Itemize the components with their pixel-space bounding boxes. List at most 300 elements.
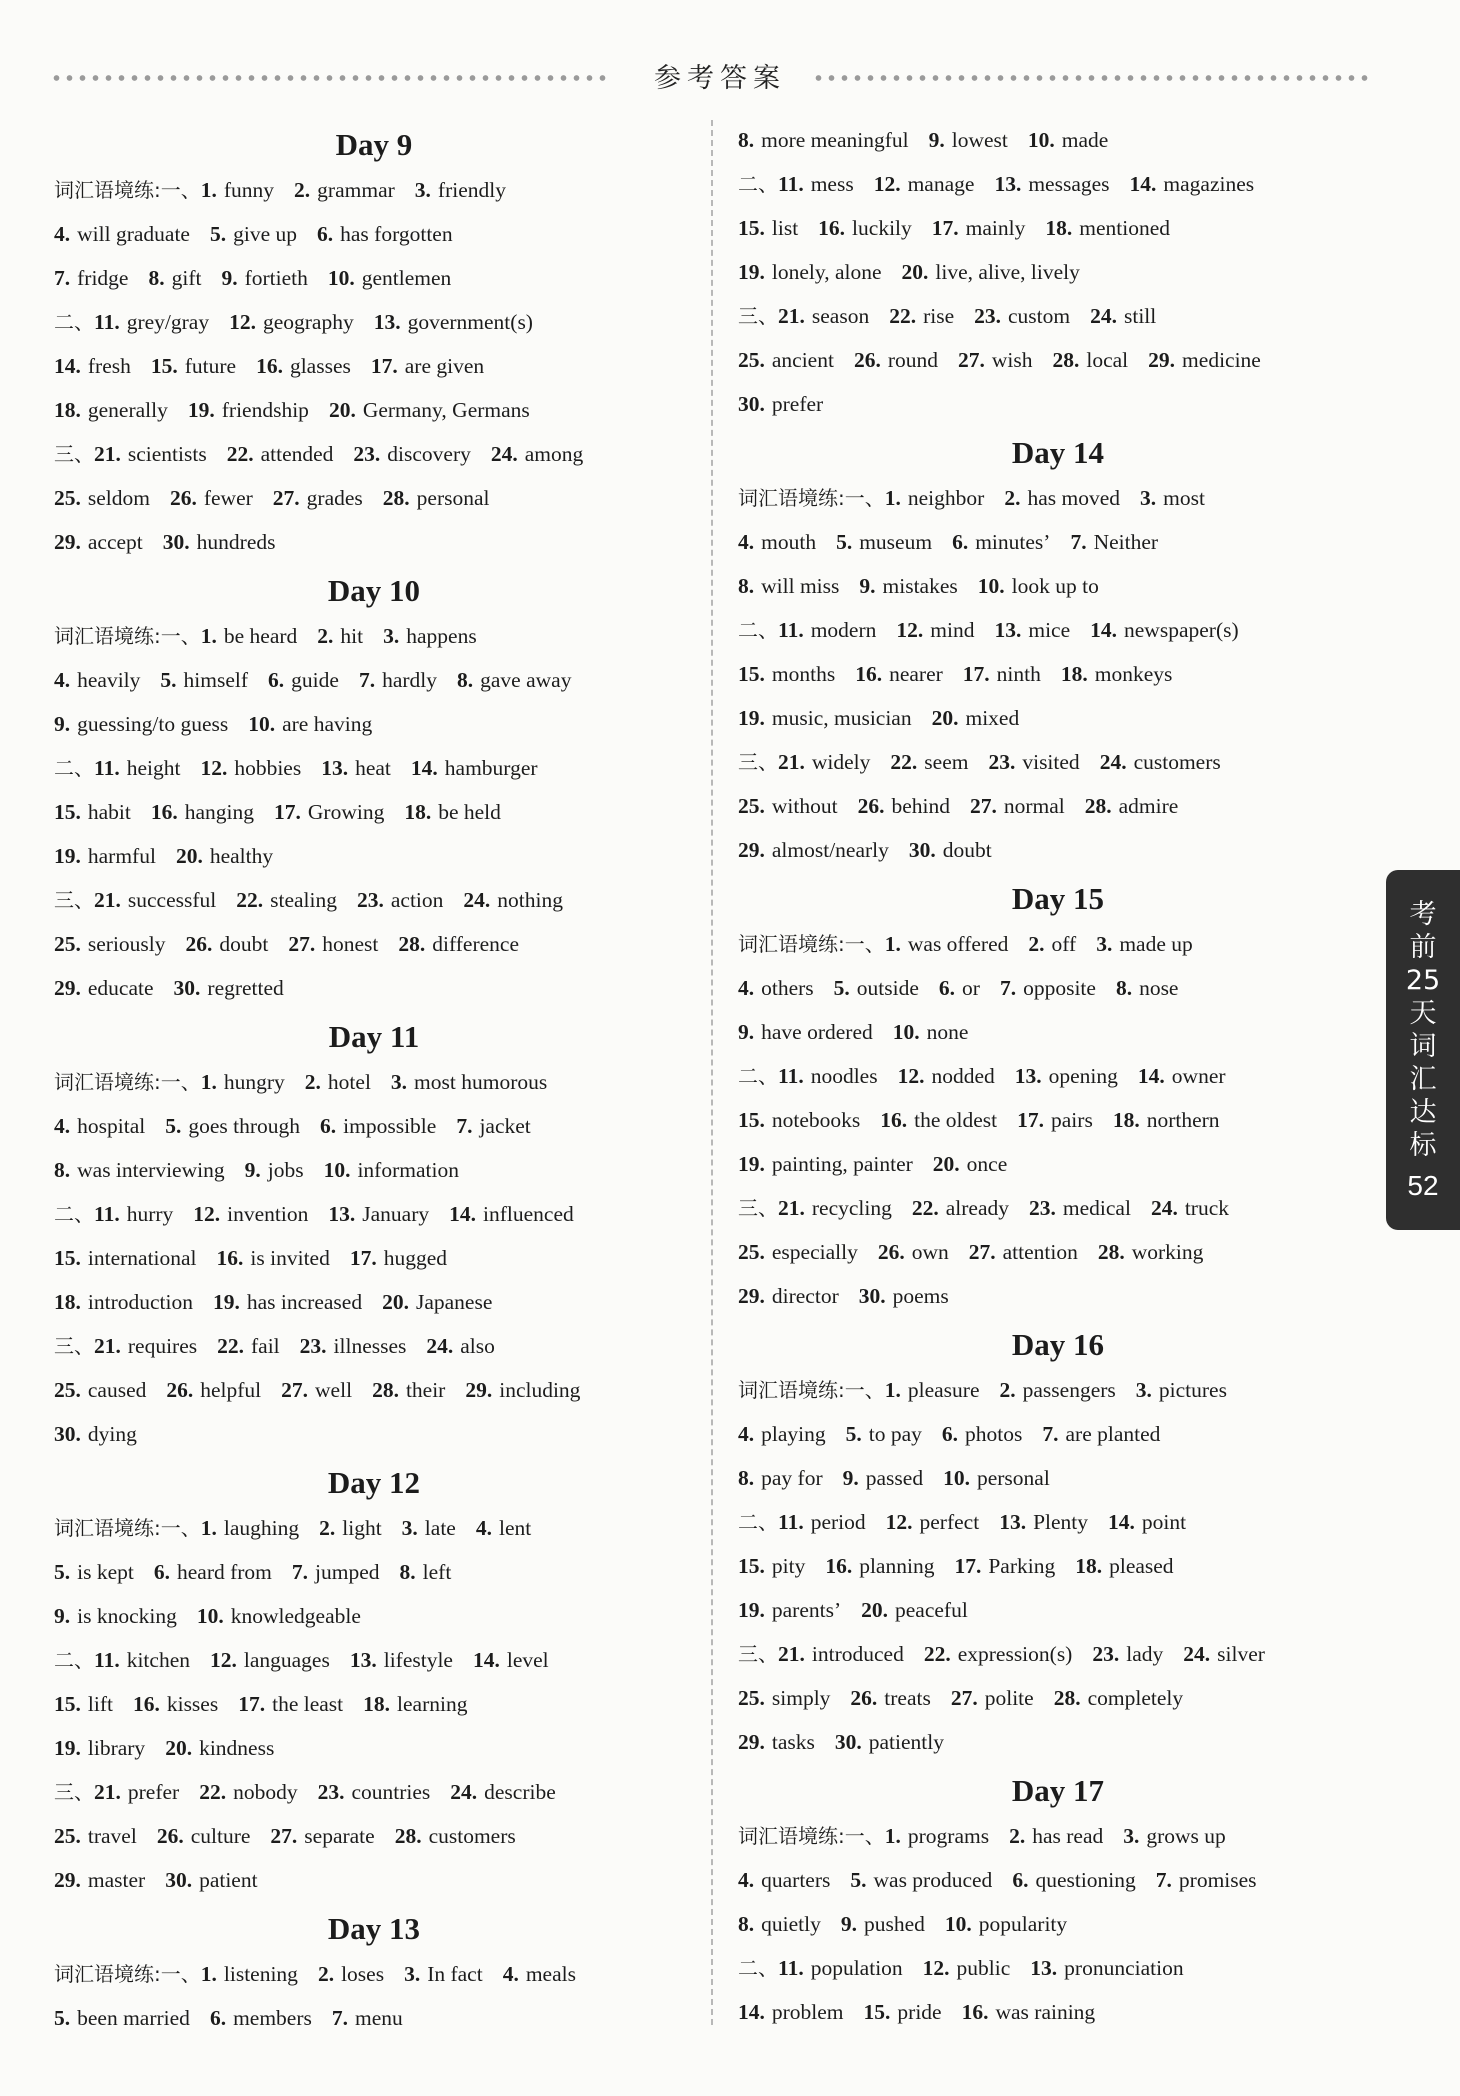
answer-text: laughing: [223, 1516, 300, 1540]
answer-line: [738, 608, 1378, 652]
answer-text: doubt: [942, 838, 992, 862]
answer-number: 23.: [299, 1334, 327, 1358]
answer-number: 14.: [1137, 1064, 1165, 1088]
answer-number: 9.: [842, 1466, 859, 1490]
answer-text: are having: [282, 712, 373, 736]
answer-line: [54, 1192, 694, 1236]
answer-number: 7.: [54, 266, 71, 290]
answer-text: hungry: [223, 1070, 285, 1094]
answer-text: Neither: [1093, 530, 1159, 554]
answer-item: [359, 658, 437, 702]
answer-text: friendship: [221, 398, 309, 422]
answer-line: [54, 1638, 694, 1682]
answer-text: among: [524, 442, 584, 466]
answer-text: is kept: [77, 1560, 134, 1584]
answer-text: Germany, Germans: [362, 398, 530, 422]
answer-number: 20.: [165, 1736, 193, 1760]
answer-text: medical: [1062, 1196, 1131, 1220]
answer-text: kitchen: [126, 1648, 190, 1672]
answer-item: [994, 162, 1109, 206]
answer-item: [157, 1814, 251, 1858]
answer-text: seriously: [87, 932, 166, 956]
answer-number: 15.: [738, 662, 765, 686]
header-dots-right: [812, 74, 1370, 82]
answer-item: [229, 300, 354, 344]
answer-item: [363, 1682, 467, 1726]
answer-number: 13.: [994, 172, 1022, 196]
answer-text: ninth: [996, 662, 1041, 686]
answer-number: 8.: [738, 574, 755, 598]
answer-number: 5.: [833, 976, 850, 1000]
answer-item: [962, 1990, 1096, 2034]
answer-text: nothing: [497, 888, 563, 912]
answer-text: population: [810, 1956, 903, 1980]
answer-number: 22.: [890, 750, 918, 774]
answer-text: nose: [1139, 976, 1179, 1000]
answer-number: 25.: [54, 932, 81, 956]
answer-item: [201, 1952, 298, 1996]
answer-number: 19.: [54, 844, 81, 868]
answer-item: [456, 1104, 530, 1148]
answer-number: 15.: [738, 1554, 765, 1578]
answer-text: loses: [341, 1962, 385, 1986]
answer-text: nearer: [889, 662, 943, 686]
answer-item: [738, 564, 839, 608]
answer-number: 21.: [778, 1642, 805, 1666]
answer-item: [238, 1682, 343, 1726]
answer-text: pairs: [1051, 1108, 1093, 1132]
answer-line: [54, 256, 694, 300]
answer-item: [457, 658, 571, 702]
answer-item: [1130, 162, 1255, 206]
answer-item: [317, 614, 363, 658]
answer-text: to pay: [868, 1422, 922, 1446]
answer-item: [1108, 1500, 1186, 1544]
answer-text: culture: [190, 1824, 251, 1848]
answer-text: simply: [771, 1686, 831, 1710]
answer-number: 15.: [863, 2000, 891, 2024]
answer-line: [54, 1594, 694, 1638]
answer-number: 12.: [896, 618, 924, 642]
answer-number: 26.: [185, 932, 213, 956]
answer-number: 27.: [968, 1240, 996, 1264]
answer-item: [738, 652, 835, 696]
section-label: 词汇语境练:一、: [738, 1378, 885, 1402]
answer-item: [163, 520, 276, 564]
answer-item: [924, 1632, 1073, 1676]
section-label: 二、: [738, 1064, 778, 1088]
answer-item: [1138, 1054, 1226, 1098]
answer-line: [738, 118, 1378, 162]
answer-item: [994, 608, 1070, 652]
answer-number: 3.: [1096, 932, 1113, 956]
answer-number: 9.: [859, 574, 876, 598]
answer-item: [248, 702, 372, 746]
answer-item: [1148, 338, 1261, 382]
answer-text: has forgotten: [340, 222, 453, 246]
answer-text: grades: [306, 486, 363, 510]
answer-line: [738, 1142, 1378, 1186]
answer-number: 6.: [209, 2006, 227, 2030]
side-tab-char: 考: [1409, 899, 1437, 930]
answer-line: [54, 1412, 694, 1456]
answer-text: members: [233, 2006, 312, 2030]
answer-text: be held: [438, 800, 501, 824]
answer-text: are given: [404, 354, 485, 378]
answer-item: [778, 1500, 866, 1544]
answer-item: [54, 1550, 134, 1594]
answer-number: 9.: [54, 1604, 71, 1628]
answer-item: [954, 1544, 1055, 1588]
answer-number: 6.: [941, 1422, 959, 1446]
answer-text: fewer: [203, 486, 253, 510]
answer-number: 2.: [317, 624, 334, 648]
answer-number: 16.: [150, 800, 178, 824]
answer-line: [738, 740, 1378, 784]
answer-number: 2.: [304, 1070, 321, 1094]
answer-text: glasses: [289, 354, 351, 378]
answer-number: 2.: [1028, 932, 1045, 956]
answer-item: [210, 1638, 330, 1682]
answer-text: was offered: [907, 932, 1009, 956]
answer-number: 26.: [156, 1824, 184, 1848]
answer-text: jacket: [479, 1114, 531, 1138]
side-tab-char: 汇: [1409, 1064, 1437, 1095]
answer-line: [54, 1814, 694, 1858]
answer-item: [503, 1952, 576, 1996]
answer-text: Growing: [307, 800, 385, 824]
day-heading: Day 9: [335, 127, 413, 162]
answer-text: widely: [811, 750, 871, 774]
answer-text: modern: [810, 618, 877, 642]
answer-text: menu: [355, 2006, 403, 2030]
answer-text: also: [460, 1334, 495, 1358]
day-heading: Day 12: [327, 1465, 421, 1500]
answer-item: [738, 828, 889, 872]
answer-item: [738, 382, 823, 426]
answer-item: [54, 1996, 190, 2040]
answer-number: 2.: [317, 1962, 335, 1986]
answer-text: mouth: [761, 530, 817, 554]
answer-item: [969, 1230, 1078, 1274]
answer-line: [54, 1060, 694, 1104]
answer-number: 3.: [404, 1962, 421, 1986]
answer-text: illnesses: [333, 1334, 407, 1358]
answer-item: [300, 1324, 407, 1368]
answer-number: 15.: [54, 1246, 81, 1270]
answer-item: [402, 1506, 456, 1550]
answer-number: 26.: [857, 794, 885, 818]
answer-text: painting, painter: [771, 1152, 913, 1176]
answer-number: 5.: [165, 1114, 182, 1138]
answer-number: 20.: [931, 706, 959, 730]
answer-number: 24.: [1090, 304, 1117, 328]
answer-number: 8.: [457, 668, 474, 692]
answer-number: 9.: [840, 1912, 857, 1936]
answer-text: mentioned: [1079, 216, 1170, 240]
answer-number: 13.: [373, 310, 401, 334]
section-label: 二、: [54, 1202, 94, 1226]
answer-text: has increased: [246, 1290, 363, 1314]
answer-number: 13.: [994, 618, 1022, 642]
answer-number: 24.: [1150, 1196, 1178, 1220]
answer-number: 13.: [999, 1510, 1027, 1534]
answer-text: magazines: [1163, 172, 1255, 196]
answer-number: 12.: [200, 756, 228, 780]
side-tab-char: 达: [1409, 1097, 1437, 1128]
answer-number: 22.: [199, 1780, 227, 1804]
answer-item: [974, 294, 1070, 338]
answer-number: 16.: [961, 2000, 989, 2024]
answer-item: [54, 658, 140, 702]
section-label: 三、: [54, 888, 94, 912]
answer-number: 28.: [1084, 794, 1112, 818]
answer-text: successful: [127, 888, 217, 912]
answer-text: rise: [923, 304, 955, 328]
answer-line: [54, 834, 694, 878]
answer-text: already: [945, 1196, 1010, 1220]
answer-item: [778, 1186, 892, 1230]
answer-item: [374, 300, 533, 344]
answer-text: wish: [991, 348, 1033, 372]
answer-text: international: [87, 1246, 197, 1270]
answer-text: none: [926, 1020, 969, 1044]
section-label: 词汇语境练:一、: [54, 1516, 201, 1540]
answer-number: 30.: [165, 1868, 193, 1892]
answer-item: [738, 1858, 830, 1902]
answer-text: accept: [87, 530, 143, 554]
answer-line: [738, 1676, 1378, 1720]
answer-item: [54, 922, 166, 966]
answer-number: 6.: [153, 1560, 170, 1584]
answer-text: minutes’: [975, 530, 1051, 554]
answer-text: pushed: [863, 1912, 925, 1936]
answer-number: 2.: [1004, 486, 1021, 510]
answer-item: [893, 1010, 969, 1054]
answer-item: [846, 1412, 922, 1456]
column-divider: [711, 120, 713, 2025]
answer-text: has moved: [1027, 486, 1120, 510]
answer-text: live, alive, lively: [935, 260, 1080, 284]
answer-text: director: [771, 1284, 839, 1308]
answer-text: meals: [525, 1962, 576, 1986]
answer-number: 27.: [281, 1378, 309, 1402]
answer-text: mess: [810, 172, 854, 196]
answer-number: 9.: [54, 712, 71, 736]
answer-item: [449, 1192, 574, 1236]
answer-item: [933, 1142, 1007, 1186]
answer-item: [200, 746, 301, 790]
section-label: 词汇语境练:一、: [54, 178, 201, 202]
answer-text: custom: [1008, 304, 1071, 328]
answer-text: hundreds: [196, 530, 276, 554]
answer-item: [738, 1010, 873, 1054]
answer-item: [861, 1588, 968, 1632]
answer-number: 17.: [370, 354, 398, 378]
answer-item: [288, 922, 378, 966]
answer-number: 25.: [54, 1378, 81, 1402]
answer-text: helpful: [200, 1378, 262, 1402]
answer-line: [54, 344, 694, 388]
answer-item: [738, 784, 838, 828]
answer-number: 17.: [962, 662, 990, 686]
answer-item: [210, 212, 297, 256]
answer-text: museum: [859, 530, 933, 554]
answer-number: 27.: [288, 932, 316, 956]
answer-number: 10.: [892, 1020, 920, 1044]
answer-number: 9.: [738, 1020, 755, 1044]
answer-item: [415, 168, 506, 212]
answer-number: 26.: [169, 486, 197, 510]
answer-text: normal: [1003, 794, 1065, 818]
answer-item: [878, 1230, 949, 1274]
answer-text: lent: [498, 1516, 532, 1540]
answer-item: [1028, 922, 1076, 966]
answer-number: 9.: [221, 266, 238, 290]
answer-number: 2.: [1009, 1824, 1026, 1848]
answer-text: doubt: [219, 932, 269, 956]
answer-item: [292, 1550, 380, 1594]
answer-number: 3.: [401, 1516, 418, 1540]
answer-number: 19.: [187, 398, 215, 422]
answer-item: [738, 206, 798, 250]
answer-number: 21.: [778, 304, 805, 328]
answer-item: [1045, 206, 1170, 250]
answer-item: [1100, 740, 1221, 784]
answer-number: 27.: [272, 486, 300, 510]
answer-number: 19.: [738, 706, 765, 730]
answer-item: [382, 1280, 492, 1324]
answer-text: guide: [291, 668, 339, 692]
answer-text: funny: [223, 178, 275, 202]
answer-number: 4.: [738, 1422, 755, 1446]
answer-number: 22.: [923, 1642, 951, 1666]
answer-text: pay for: [761, 1466, 823, 1490]
answer-line: [54, 1506, 694, 1550]
answer-text: their: [405, 1378, 446, 1402]
answer-number: 30.: [162, 530, 190, 554]
answer-number: 5.: [54, 1560, 71, 1584]
answer-number: 12.: [229, 310, 256, 334]
section-label: 词汇语境练:一、: [54, 1962, 201, 1986]
page-header: [50, 56, 1370, 96]
answer-text: personal: [976, 1466, 1050, 1490]
answer-item: [268, 658, 339, 702]
answer-item: [1009, 1814, 1103, 1858]
answer-line: [54, 922, 694, 966]
answer-number: 2.: [319, 1516, 336, 1540]
answer-text: visited: [1022, 750, 1080, 774]
answer-item: [236, 878, 337, 922]
answer-text: listening: [223, 1962, 298, 1986]
answer-item: [952, 520, 1050, 564]
answer-item: [473, 1638, 549, 1682]
answer-number: 8.: [738, 1466, 755, 1490]
page-number: 52: [1407, 1170, 1439, 1201]
answer-text: friendly: [437, 178, 506, 202]
answer-text: will graduate: [77, 222, 190, 246]
answer-item: [160, 658, 248, 702]
answer-line: [738, 1720, 1378, 1764]
answer-line: [54, 300, 694, 344]
answer-line: [54, 476, 694, 520]
answer-item: [885, 476, 985, 520]
answer-item: [738, 1720, 815, 1764]
answer-text: future: [184, 354, 237, 378]
answer-text: most: [1163, 486, 1205, 510]
answer-number: 1.: [200, 1962, 217, 1986]
answer-number: 1.: [200, 178, 217, 202]
day-heading: Day 16: [1011, 1327, 1105, 1362]
answer-line: [738, 1902, 1378, 1946]
answer-item: [1151, 1186, 1229, 1230]
answer-line: [738, 1274, 1378, 1318]
answer-number: 24.: [463, 888, 491, 912]
answer-text: lady: [1126, 1642, 1164, 1666]
answer-number: 22.: [226, 442, 254, 466]
answer-line: [738, 1814, 1378, 1858]
answer-item: [778, 1946, 903, 1990]
answer-number: 16.: [818, 216, 846, 240]
answer-text: knowledgeable: [230, 1604, 361, 1628]
answer-text: harmful: [87, 844, 156, 868]
answer-item: [491, 432, 583, 476]
answer-text: lowest: [951, 128, 1008, 152]
answer-number: 18.: [404, 800, 432, 824]
answer-text: programs: [907, 1824, 990, 1848]
answer-text: mistakes: [882, 574, 958, 598]
answer-item: [274, 790, 384, 834]
answer-number: 17.: [349, 1246, 377, 1270]
answer-text: will miss: [761, 574, 840, 598]
answer-item: [357, 878, 443, 922]
side-tab-char: 25: [1405, 965, 1441, 996]
answer-item: [321, 746, 391, 790]
day-heading: Day 13: [327, 1911, 421, 1946]
answer-number: 4.: [54, 222, 71, 246]
answer-text: or: [962, 976, 980, 1000]
answer-number: 6.: [952, 530, 969, 554]
answer-item: [778, 162, 854, 206]
answer-text: lift: [87, 1692, 113, 1716]
answer-text: was produced: [873, 1868, 993, 1892]
answer-item: [874, 162, 975, 206]
answer-item: [886, 1500, 980, 1544]
answer-text: once: [966, 1152, 1008, 1176]
answer-text: monkeys: [1094, 662, 1173, 686]
answer-item: [317, 212, 453, 256]
answer-number: 30.: [908, 838, 936, 862]
answer-number: 10.: [977, 574, 1005, 598]
answer-item: [94, 1192, 173, 1236]
answer-text: perfect: [919, 1510, 980, 1534]
answer-item: [738, 1588, 841, 1632]
answer-line: [54, 1104, 694, 1148]
answer-text: grey/gray: [126, 310, 210, 334]
answer-item: [213, 1280, 362, 1324]
answer-number: 12.: [897, 1064, 925, 1088]
answer-number: 15.: [738, 1108, 765, 1132]
answer-number: 20.: [932, 1152, 960, 1176]
answer-line: [738, 1544, 1378, 1588]
side-tab-char: 天: [1409, 998, 1437, 1029]
answer-number: 16.: [825, 1554, 853, 1578]
answer-item: [1090, 608, 1239, 652]
answer-number: 15.: [150, 354, 178, 378]
answer-item: [210, 1996, 312, 2040]
answer-text: dying: [87, 1422, 137, 1446]
section-label: 三、: [738, 750, 778, 774]
